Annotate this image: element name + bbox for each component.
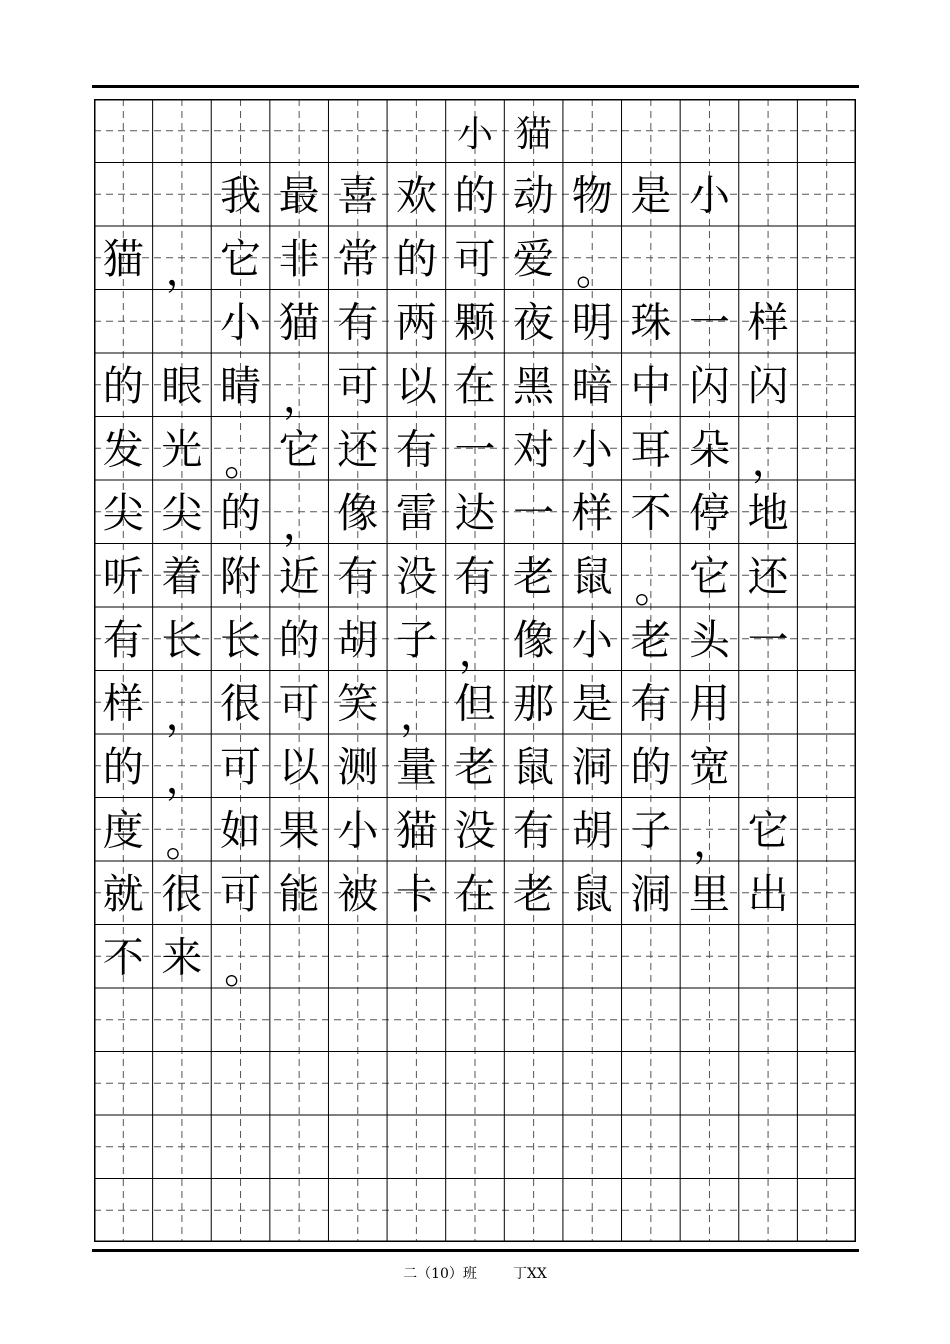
essay-char: 雷 xyxy=(395,488,437,537)
essay-char: 小 xyxy=(571,615,613,664)
essay-char: 有 xyxy=(102,615,144,664)
page-footer xyxy=(0,1263,950,1283)
essay-char: 鼠 xyxy=(571,552,613,601)
essay-char: 不 xyxy=(630,488,672,537)
essay-char: 测 xyxy=(337,742,379,791)
essay-char: 停 xyxy=(688,488,730,537)
essay-char: 如 xyxy=(220,806,262,855)
essay-char: 长 xyxy=(220,615,262,664)
essay-char: 是 xyxy=(571,679,613,728)
essay-char: 可 xyxy=(278,679,320,728)
essay-char: 达 xyxy=(454,488,496,537)
essay-char: 一 xyxy=(688,298,730,347)
essay-char: 有 xyxy=(337,298,379,347)
essay-char: 就 xyxy=(102,869,144,918)
essay-char: 听 xyxy=(102,552,144,601)
essay-char: 样 xyxy=(571,488,613,537)
essay-char: ， xyxy=(751,436,793,485)
essay-char: ， xyxy=(399,690,441,739)
essay-char: 它 xyxy=(747,806,789,855)
essay-char: 老 xyxy=(454,742,496,791)
essay-char: 出 xyxy=(747,869,789,918)
essay-char: 在 xyxy=(454,869,496,918)
essay-char: ， xyxy=(693,817,735,866)
essay-char: 最 xyxy=(278,171,320,220)
essay-char: 近 xyxy=(278,552,320,601)
essay-char: 可 xyxy=(220,869,262,918)
essay-char: 动 xyxy=(513,171,555,220)
essay-char: 一 xyxy=(513,488,555,537)
essay-char: 很 xyxy=(220,679,262,728)
essay-char: 尖 xyxy=(102,488,144,537)
essay-char: 样 xyxy=(102,679,144,728)
essay-char: 中 xyxy=(630,361,672,410)
essay-char: 爱 xyxy=(513,234,555,283)
essay-char: 它 xyxy=(220,234,262,283)
writing-grid-container xyxy=(94,99,856,1242)
essay-char: 着 xyxy=(161,552,203,601)
essay-char: 像 xyxy=(337,488,379,537)
essay-char: 鼠 xyxy=(571,869,613,918)
essay-char: 洞 xyxy=(571,742,613,791)
essay-char: 子 xyxy=(630,806,672,855)
essay-char: 朵 xyxy=(688,425,730,474)
essay-title-char: 猫 xyxy=(515,113,552,155)
essay-char: 鼠 xyxy=(513,742,555,791)
essay-char: 可 xyxy=(337,361,379,410)
essay-char: 耳 xyxy=(630,425,672,474)
essay-char: 尖 xyxy=(161,488,203,537)
essay-char: 猫 xyxy=(102,234,144,283)
essay-char: 是 xyxy=(630,171,672,220)
essay-char: 还 xyxy=(747,552,789,601)
essay-char: 小 xyxy=(571,425,613,474)
essay-char: 眼 xyxy=(161,361,203,410)
essay-char: 我 xyxy=(220,171,262,220)
essay-char: 两 xyxy=(395,298,437,347)
essay-char: 以 xyxy=(395,361,437,410)
essay-char: 没 xyxy=(395,552,437,601)
essay-char: 明 xyxy=(571,298,613,347)
essay-char: 。 xyxy=(224,944,266,993)
essay-char: 夜 xyxy=(513,298,555,347)
essay-char: 的 xyxy=(395,234,437,283)
essay-char: 有 xyxy=(513,806,555,855)
essay-char: 常 xyxy=(337,234,379,283)
essay-char: 地 xyxy=(747,488,789,537)
essay-char: 物 xyxy=(571,171,613,220)
essay-char: 一 xyxy=(454,425,496,474)
essay-char: 一 xyxy=(747,615,789,664)
essay-char: 黑 xyxy=(513,361,555,410)
essay-char: 那 xyxy=(513,679,555,728)
essay-char: 。 xyxy=(224,436,266,485)
essay-char: 附 xyxy=(220,552,262,601)
essay-char: ， xyxy=(282,373,324,422)
essay-char: 胡 xyxy=(337,615,379,664)
footer-student-name: 丁XX xyxy=(512,1266,547,1282)
essay-char: 以 xyxy=(278,742,320,791)
essay-char: 不 xyxy=(102,933,144,982)
essay-char: ， xyxy=(458,627,500,676)
essay-char: 老 xyxy=(513,552,555,601)
essay-char: 小 xyxy=(688,171,730,220)
essay-char: 小 xyxy=(337,806,379,855)
essay-char: 笑 xyxy=(337,679,379,728)
essay-char: 的 xyxy=(102,361,144,410)
essay-char: 小 xyxy=(220,298,262,347)
essay-char: 果 xyxy=(278,806,320,855)
essay-char: 没 xyxy=(454,806,496,855)
essay-char: 老 xyxy=(630,615,672,664)
essay-char: 有 xyxy=(337,552,379,601)
essay-char: 暗 xyxy=(571,361,613,410)
essay-title-char: 小 xyxy=(456,113,494,155)
essay-char: 猫 xyxy=(278,298,320,347)
essay-char: 卡 xyxy=(395,869,437,918)
essay-char: 它 xyxy=(278,425,320,474)
essay-char: 老 xyxy=(513,869,555,918)
footer-class-label: 二（10）班 xyxy=(403,1266,477,1282)
top-rule xyxy=(92,85,859,88)
essay-char: ， xyxy=(165,690,207,739)
essay-char: 它 xyxy=(688,552,730,601)
essay-char: 的 xyxy=(278,615,320,664)
essay-char: 像 xyxy=(513,615,555,664)
essay-char: 的 xyxy=(630,742,672,791)
essay-char: 发 xyxy=(102,425,144,474)
essay-char: 睛 xyxy=(220,361,262,410)
essay-char: 。 xyxy=(165,817,207,866)
essay-char: 欢 xyxy=(395,171,437,220)
essay-char: 有 xyxy=(630,679,672,728)
essay-char: 。 xyxy=(634,563,676,612)
essay-char: 喜 xyxy=(337,171,379,220)
essay-char: 洞 xyxy=(630,869,672,918)
essay-char: 样 xyxy=(747,298,789,347)
essay-char: 可 xyxy=(220,742,262,791)
essay-char: 被 xyxy=(337,869,379,918)
essay-char: 光 xyxy=(161,425,203,474)
essay-char: 的 xyxy=(454,171,496,220)
essay-char: 可 xyxy=(454,234,496,283)
essay-char: 珠 xyxy=(630,298,672,347)
essay-char: ， xyxy=(165,754,207,803)
essay-char: 闪 xyxy=(688,361,730,410)
essay-char: 有 xyxy=(395,425,437,474)
essay-char: 宽 xyxy=(688,742,730,791)
essay-char: ， xyxy=(165,246,207,295)
essay-char: 但 xyxy=(454,679,496,728)
essay-char: 猫 xyxy=(395,806,437,855)
essay-char: 能 xyxy=(278,869,320,918)
essay-char: 子 xyxy=(395,615,437,664)
essay-char: 头 xyxy=(688,615,730,664)
essay-char: 还 xyxy=(337,425,379,474)
essay-char: 很 xyxy=(161,869,203,918)
essay-char: 在 xyxy=(454,361,496,410)
essay-char: ， xyxy=(282,500,324,549)
essay-char: 度 xyxy=(102,806,144,855)
essay-char: 对 xyxy=(513,425,555,474)
essay-char: 胡 xyxy=(571,806,613,855)
essay-char: 用 xyxy=(688,679,730,728)
essay-char: 闪 xyxy=(747,361,789,410)
bottom-rule xyxy=(92,1249,859,1252)
essay-char: 颗 xyxy=(454,298,496,347)
essay-char: 量 xyxy=(395,742,437,791)
essay-char: 里 xyxy=(688,869,730,918)
essay-char: 长 xyxy=(161,615,203,664)
essay-char: 的 xyxy=(102,742,144,791)
essay-char: 。 xyxy=(575,246,617,295)
essay-char: 的 xyxy=(220,488,262,537)
essay-char: 有 xyxy=(454,552,496,601)
writing-grid xyxy=(94,99,856,1242)
essay-char: 非 xyxy=(278,234,320,283)
essay-char: 来 xyxy=(161,933,203,982)
